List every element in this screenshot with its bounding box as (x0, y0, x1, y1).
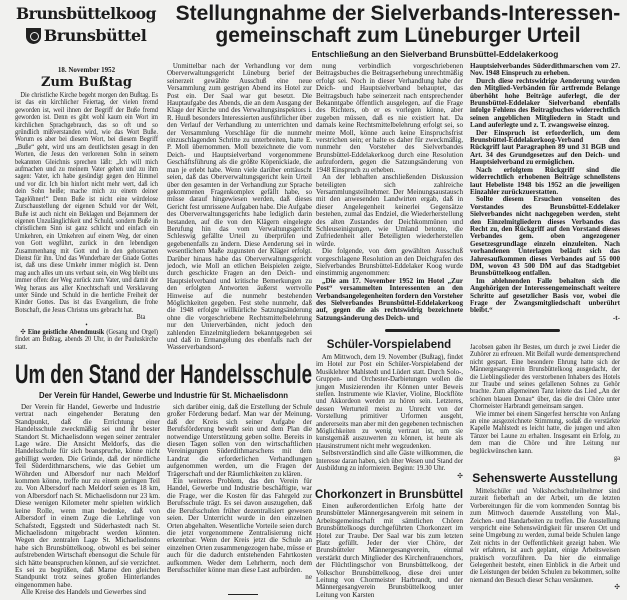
paragraph: Ein weiteres Problem, das den Verein für Handel, Gewerbe und Industrie beschäftigte, war die Frage, wer die Kosten für das Fahrgeld zur Berufsschule trägt. Es sei davon auszugehen, daß die Berufsschulen früher dezentralisiert gewesen seien. Der Unterricht wurde in den einzelnen Orten abgehalten. Wesentliche Vorteile seien durch die jetzt vorgenommene Zentralisierung nicht erkennbar. Wenn der Kreis jetzt die Schule an einzelnen Orten zusammengezogen habe, müsse er auch für die dadurch entstehenden Fahrtkosten aufkommen. Weder dem Lehrherrn, noch dem Berufsschüler könne man diese Last aufbürden. (167, 477, 312, 574)
ausstellung-title: Sehenswerte Ausstellung (472, 471, 618, 485)
handelsschule-subheadline-box (15, 391, 312, 401)
busstag-title: Zum Bußtag (40, 75, 133, 90)
busstag-text: Die christliche Kirche begeht morgen den Bußtag. Es ist das ein kirchlicher Feiertag, der vielen fremd geworden ist, weil ihnen der Begriff der Buße fremd geworden ist. Denn es gibt wohl kaum ein Wort im kirchlichen Sprachgebrauch, das so oft und so gründlich mißverstanden wird, wie das Wort Buße. Worum es aber bei diesem Wort, bei diesem Begriff „Buße“ geht, wird uns am deutlichsten gesagt in den Worten, die Jesus den verlorenen Sohn in seinem bekannten Gleichnis sprechen läßt: „Ich will mich aufmachen und zu meinem Vater gehen und zu ihm sagen: Vater, ich habe gesündigt gegen den Himmel und vor dir. Ich bin hinfort nicht mehr wert, daß ich dein Sohn heiße; mache mich zu einem deiner Tagelöhner!“ Denn Buße ist nicht eine würdelose Zurschaustellung der eigenen Schuld vor der Welt, Buße ist auch nicht ein Beklagen und Bejammern der eigenen Unzulänglichkeit und Schuld, sondern Buße in christlichem Sinn ist ganz schlicht und einfach ein Umkehren, ein Umkehren auf einem Weg, der einen von Gott wegführt, zurück in den lebendigen Zusammenhang mit Gott und in den gehorsamen Dienst für ihn. Und das Wunderbare der Gnade Gottes ist, daß uns diese Umkehr immer möglich ist. Denn mag auch alles um uns verbaut sein, ein Weg bleibt uns immer offen: der Weg zurück zum Vater, und damit der Weg heraus aus aller Knechtschaft und Versklavung unter Sünde und Schuld in die herrliche Freiheit der Kinder Gottes. Das ist das Evangelium, die frohe Botschaft, die Jesus Christus uns gebracht hat. (15, 91, 158, 314)
ausstellung-body (470, 488, 620, 592)
handelsschule-headline: Um den Stand der Handelsschule (15, 359, 312, 389)
paragraph: An der lebhaften anschließenden Diskussion beteiligten sich zahlreiche Versammlungsteilnehmer. Der Meinungsaustausch mit den anwesenden Landwirten ergab, daß in dieser Angelegenheit keinerlei Gegensätze bestehen, zumal das Endziel, die Wiederherstellung des alten Zustandes der Deichkommünen und Schleuseinigungen, wie Umland betonte, die Zufriedenheit aller Beteiligten wiederherstellen würde. (316, 173, 463, 248)
separator-dot: • (85, 320, 88, 329)
paragraph: Selbstverständlich sind alle Gäste willkommen, die Interesse daran haben, sich über Wesen und Stand der Ausbildung zu informieren. Beginn: 19.30 Uhr. (316, 449, 463, 473)
handelsschule-col2 (167, 404, 312, 582)
abendmusik-notice (15, 329, 158, 351)
section-divider (385, 329, 560, 332)
logo-line2: Brunsbüttel (43, 26, 147, 45)
chorkonzert-signature: ga (613, 454, 620, 463)
main-signature: -t- (612, 313, 620, 322)
vorspielabend-body (316, 354, 463, 480)
paragraph: Der Einspruch ist erforderlich, um dem Brunsbüttel-Eddelakerkoog-Verband den Rückgriff laut Paragraphen 89 und 31 BGB und Art. 34 des Grundgesetzes auf den Deich- und Hauptsielverband zu ermöglichen. (470, 128, 620, 167)
issue-date-box (15, 66, 158, 74)
paragraph: Im ablehnenden Falle behalten sich die Angehörigen der Interessengemeinschaft weitere Schritte auf gesetzlicher Basis vor, wobei die Frage der Zwangsmitgliedschaft unberührt bleibt.“ (470, 276, 620, 315)
paragraph: Mittelschüler und Volkshochschulteilnehmer sind zurzeit fieberhaft an der Arbeit, um die letzten Vorbereitungen für die vom kommenden Sonntag bis zum Mittwoch dauernde Ausstellung von Mal-, Zeichen- und Handarbeiten zu treffen. Die Ausstellung verspricht eine Sehenswürdigkeit für unseren Ort und seine Umgebung zu werden, zumal beide Schulen lange Zeit nichts in der Oeffentlichkeit gezeigt haben. Wie wir erfahren, ist auch geplant, einige Arbeitsweisen praktisch vorzuführen. Da hier die einmalige Gelegenheit besteht, einen Einblick in die Arbeit und die Leistungen der beiden Schulen zu bekommen, sollte niemand den Besuch dieser Schau versäumen. (470, 487, 620, 584)
chorkonzert-title-box (315, 487, 463, 501)
issue-date: 18. November 1952 (57, 66, 116, 74)
paragraph: Einen außerordentlichen Erfolg hatte der Brunsbütteler Männergesangverein mit seinem in Arbeitsgemeinschaft mit sämtlichen Chören Brunsbüttelkoogs durchgeführten Chorkonzert im Hotel zur Traube. Der Saal war bis zum letzten Platz gefüllt. Jeder der vier Chöre, der Brunsbütteler Männergesangverein, einmal verstärkt durch Mitglieder des Kirchenfrauenchors, der Flüchtlingschor von Brunsbüttelkoog, der Volkschor Brunsbüttelkoog, diese drei unter Leitung von Chormeister Harbrandt, und der Männergesangverein Brunsbüttelkoog unter Leitung von Karsten (316, 502, 463, 599)
paragraph: Jacobsen gaben ihr Bestes, um durch je zwei Lieder die Zuhörer zu erfreuen. Mit Beifall wurde dementsprechend nicht gespart. Eine besondere Ehrung hatte sich der Männergesangverein Brunsbüttelkoog ausgedacht, der die Lieblingslieder des verstorbenen Inhabers des Hotels zur Traube und seines gefallenen Sohnes zu Gehör brachte. Zum allgemeinen Tanz leitete das Lied „An der schönen blauen Donau“ über, das die drei Chöre unter Chormeister Harbrandt gemeinsam sangen. (470, 343, 620, 411)
handelsschule-headline-box (15, 359, 312, 389)
masthead-logo (16, 4, 156, 24)
paragraph: Der Verein für Handel, Gewerbe und Industrie vertrat nach eingehender Beratung den Standpunkt, daß die Errichtung einer Handelsschule zweckmäßig sei und ihr bester Standort St. Michaelisdonn wegen seiner zentraler Lage wäre. Die Ansicht Meldorfs, das die Handelsschule für sich beanspruche, könne nicht gebilligt werden. Die Gründe, daß der nördliche Teil Süderdithmarschens, wie das Gebiet um Wöhrden und Albersdorf nur nach Meldorf kommen könne, treffe nur zu einem geringen Teil zu. Von Albersdorf nach Meldorf seien es 18 km, von Albersdorf nach St. Michaelisdonn nur 23 km. Diese wenigen Kilometer mehr spielten wirklich keine Rolle, wenn man bedenke, daß von Albersdorf in einem Zuge die Lehrlinge von Schafstedt, Eggstedt und Süderhastedt nach St. Michaelisdonn mitgebracht werden könnten. Wegen der zentralen Lage St. Michaelisdonns habe sich Brunsbüttelkoog, obwohl es bei seiner aufstrebenden Wirtschaft ebensogut die Schule für sich hätte beanspruchen können, auf sie verzichtet. Es sei zu begrüßen, daß Marne den gleichen Standpunkt trotz seines großen Hinterlandes eingenommen habe. (15, 403, 160, 589)
main-col2 (167, 63, 312, 352)
paragraph: Am Mittwoch, dem 19. November (Bußtag), findet im Hotel zur Post ein Schüler-Vorspielabend der Musiklehrer Mahlstedt und Lüdert statt. Durch Solo-, Gruppen- und Orchester-Darbietungen wollen die jungen Musizierenden ihr Können unter Beweis stellen. Instrumente wie Klavier, Violine, Blockflöte und Akkordeon werden zu hören sein. Letzteres, dessen Werturteil meist zu Unrecht von der Vorstellung primitiver Urformen ausgeht, andererseits man aber mit den gegebenen technischen Möglichkeiten zu wenig vertraut ist, um sie kunstgemäß auszuwerten zu können, ist heute als Hausinstrument nicht mehr wegzudenken. (316, 353, 463, 450)
logo-line2-wrap (26, 26, 147, 46)
paragraph: Die folgende, von dem gewählten Ausschuß vorgeschlagene Resolution an den Deichgrafen des Sielverbandes Brunsbüttel-Eddelaker Koog wurde einstimmig angenommen: (316, 247, 463, 278)
main-headline-line2-box (174, 25, 622, 47)
main-subheadline-box (250, 49, 620, 59)
paragraph: nung verbindlich vorgeschriebenen Beitragsbuches die Beitragserhebung unrechtmäßig erfolgt sei. Noch in dieser Verhandlung habe der Deich- und Hauptsielverband behauptet, das Beitragsbuch habe seinerzeit nach entsprechender Bekanntgabe öffentlich ausgelegen, auf die Frage des Richters, ob er es vorlegen könne, aber zugeben müssen, daß es nie existiert hat. Da damals keine Rechtsmittelbelehrung erfolgt sei, so meinte Moll, könne auch keine Einspruchsfrist verstrichen sein; er halte es daher für zweckmäßig, nunmehr den Vorsteher des Sielverbandes Brunsbüttel-Eddelakerkoog durch eine Resolution aufzufordern, gegen die Satzungsänderung von 1948 Einspruch zu erheben. (316, 62, 463, 174)
star-icon: ✣ (614, 583, 620, 592)
main-col4 (470, 63, 620, 322)
main-col3 (316, 63, 463, 322)
masthead-logo-row2 (16, 26, 156, 46)
handelsschule-subheadline: Der Verein für Handel, Gewerbe und Industrie für St. Michaelisdonn (38, 391, 289, 400)
handelsschule-col1 (15, 404, 160, 597)
coat-of-arms-icon (26, 28, 41, 44)
ausstellung-title-box (470, 471, 620, 485)
paragraph: sich darüber einig, daß die Erstellung der Schule großer Förderung bedarf. Man war der Meinung, daß der Kreis sich seiner Aufgabe der Berufsförderung bewußt sein und dem Plan die notwendige Unterstützung geben sollte. Bereits in diesen Tagen sollen von den wirtschaftlichen Vereinigungen Süderdithmarschens mit dem Landrat die erforderlichen Verhandlungen aufgenommen werden, um die Fragen der Trägerschaft und der Räumlichkeiten zu klären. (167, 403, 312, 478)
busstag-body (15, 92, 158, 351)
paragraph: Unmittelbar nach der Verhandlung vor dem Oberverwaltungsgericht Lüneburg berief der seinerzeit gewählte Ausschuß eine neue Versammlung zum gestrigen Abend ins Hotel zur Post ein. Der Saal war gut besetzt. Die Hauptaufgabe des Abends, die an dem Ausgang der Klage der Kirche und des Verwaltungsinspektors i. R. Huuß besonders Interessierten ausführlicher über den Verlauf der Verhandlung zu unterrichten und der Versammlung Vorschläge für die nunmehr einzuschlagenden Schritte zu unterbreiten, hatte E. P. Moll übernommen. Moll bezeichnete die vom Deich- und Hauptsielverband vorgenommene Geschäftsführung als die größte Köpenickiade, die man je erlebt habe. Wenn viele darüber enttäuscht seien, daß das Oberverwaltungsgericht kein Urteil über den gesamten in der Verhandlung zur Sprache gekommenen Fragenkomplex gefällt habe, so müsse darauf hingewiesen werden, daß dieses Gericht fest umrissene Aufgaben habe. Die Aufgabe des Oberverwaltungsgerichts habe lediglich darin bestanden, auf die von den Klägern eingelegte Berufung hin das vom Verwaltungsgericht Schleswig gefällte Urteil zu überprüfen und gegebenenfalls zu ändern. Diese Aenderung sei in wesentlichem Maße zugunsten der Kläger erfolgt. Darüber hinaus habe das Oberverwaltungsgericht jedoch, wie Moll an etlichen Beispielen zeigte, durch geschickte Fragen an den Deich- und Hauptsielverband und kritische Bemerkungen zu den erfolgten Antworten äußerst wertvolle Hinweise auf die nunmehr bestehenden Möglichkeiten gegeben. Fest stehe nunmehr, daß die 1948 erfolgte willkürliche Satzungsänderung ohne die vorgeschriebene Rechtsmittelbelehrung nur den Unterverbänden, nicht jedoch den zahlenden Einzelmitgliedern bekanntgegeben sei und daß in Ermangelung des ebenfalls nach der Wasserverbandsord- (167, 62, 312, 352)
chorkonzert-continuation (470, 344, 620, 463)
paragraph: Nach erfolgtem Rückgriff sind die widerrechtlich erhobenen Beiträge schnellstens laut Hebeliste 1948 bis 1952 an die jeweiligen Einzahler zurückzuerstatten. (470, 165, 620, 196)
headline-line1: Stellungnahme der Sielverbands-Interessen- (175, 2, 621, 25)
busstag-signature: Bta (136, 313, 146, 322)
chorkonzert-body (316, 503, 463, 599)
paragraph: Alle Kreise des Handels und Gewerbes sind (21, 588, 146, 597)
paragraph: Durch diese rechtswidrige Aenderung wurden den Mitglied-Verbänden für artfremde Belange überhöht hohe Beiträge auferlegt, die der Brunsbüttel-Eddelaker Sielverband ebenfalls infolge Fehlens des Beitragbuches widerrechtlich seinen angeblichen Mitgliedern in Stadt und Land auferlegte und z. T. zwangsweise einzog. (470, 76, 620, 130)
notice-bold: Eine geistliche Abendmusik (27, 328, 105, 336)
busstag-title-box (15, 75, 158, 90)
main-headline-line1-box (174, 3, 622, 25)
logo-line1: Brunsbüttelkoog (16, 4, 156, 23)
end-rule (228, 594, 258, 595)
vorspielabend-title: Schüler-Vorspielabend (326, 339, 452, 351)
handelsschule-signature: ne (305, 573, 312, 582)
main-subheadline: Entschließung an den Sielverband Brunsbüttel-Eddelakerkoog (311, 49, 559, 59)
paragraph: Sollte diesem Ersuchen vonseiten des Vorstandes des Brunsbüttel-Eddelaker Sielverbandes nicht nachgegeben werden, steht den Einzelmitgliedern dieses Verbandes das Recht zu, den Rückgriff auf den Vorstand dieses Verbandes gem. oben angezogener Gesetzesgrundlage einzeln einzuleiten. Nach vorhandenen Unterlagen beläuft sich das Jahresaufkommen dieses Verbandes auf 55 000 DM, wovon 43 500 DM auf das Stadtgebiet Brunsbüttelkoog entfallen. (470, 195, 620, 278)
paragraph: Hauptsielverbandes Süderdithmarschen vom 27. Nov. 1948 Einspruch zu erheben. (470, 62, 620, 78)
vorspielabend-title-box (315, 339, 463, 352)
notice-rest: (Gesang und Orgel) findet am Bußtag, abends 20 Uhr, in der Pauluskirche statt. (15, 328, 159, 351)
resolution-text: „Die am 17. November 1952 im Hotel „Zur Post“ versammelten Interessenten an den Verbandsangelegenheiten fordern den Vorsteher des Sielverbandes Brunsbüttel-Eddelakerkoog auf, gegen die als rechtswidrig bezeichnete Satzungsänderung des Deich- und (316, 276, 463, 322)
star-icon: ✣ (20, 328, 28, 336)
chorkonzert-title: Chorkonzert in Brunsbüttel (315, 487, 463, 501)
star-icon: ✣ (457, 471, 463, 480)
headline-line2: gemeinschaft zum Lüneburger Urteil (215, 24, 581, 47)
paragraph: Wie immer bei einem Sängerfest herrschte von Anfang an eine ausgezeichnete Stimmung, sodaß die verstärkte Kapelle Mahlstedt es leicht hatte, die jungen und alten Tänzer bei Laune zu erhalten. Insgesamt ein Erfolg, zu dem man die Chöre und ihre Leitung nur beglückwünschen kann. (470, 409, 620, 455)
